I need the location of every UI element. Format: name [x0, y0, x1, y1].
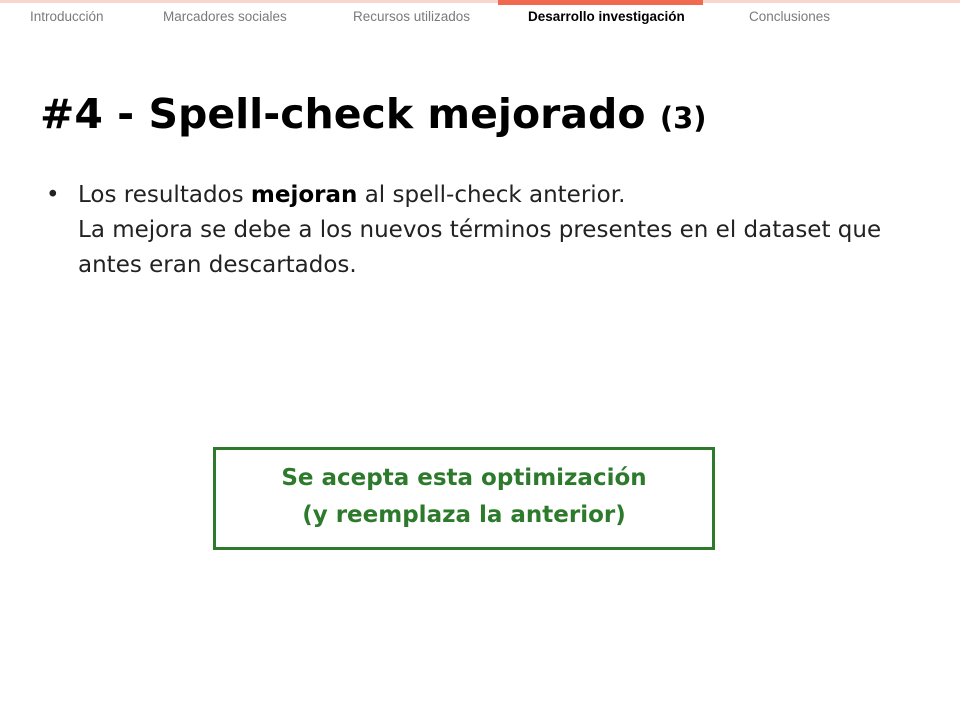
conclusion-line1: Se acepta esta optimización — [281, 465, 647, 491]
slide-title-suffix: (3) — [659, 101, 707, 135]
bullet-text-part2: al spell-check anterior. — [357, 182, 626, 208]
nav-item-recursos-utilizados[interactable]: Recursos utilizados — [353, 9, 471, 24]
bullet-marker: • — [46, 182, 60, 208]
conclusion-box — [213, 447, 715, 550]
bullet-text-part1: Los resultados — [78, 182, 251, 208]
bullet-text — [78, 178, 926, 283]
bullet-text-bold: mejoran — [250, 182, 358, 208]
section-nav — [0, 0, 960, 34]
bullet-text-line2: La mejora se debe a los nuevos términos presentes en el dataset que antes eran descartados. — [78, 217, 882, 278]
active-section-indicator — [498, 0, 703, 5]
nav-item-marcadores-sociales[interactable]: Marcadores sociales — [163, 9, 287, 24]
bullet-point — [46, 178, 926, 283]
nav-item-desarrollo-investigacion[interactable]: Desarrollo investigación — [528, 9, 685, 24]
nav-item-introduccion[interactable]: Introducción — [30, 9, 104, 24]
nav-item-conclusiones[interactable]: Conclusiones — [749, 9, 831, 24]
conclusion-line2: (y reemplaza la anterior) — [302, 502, 626, 528]
slide-title — [40, 90, 707, 138]
slide-title-text: #4 - Spell-check mejorado — [40, 90, 646, 138]
